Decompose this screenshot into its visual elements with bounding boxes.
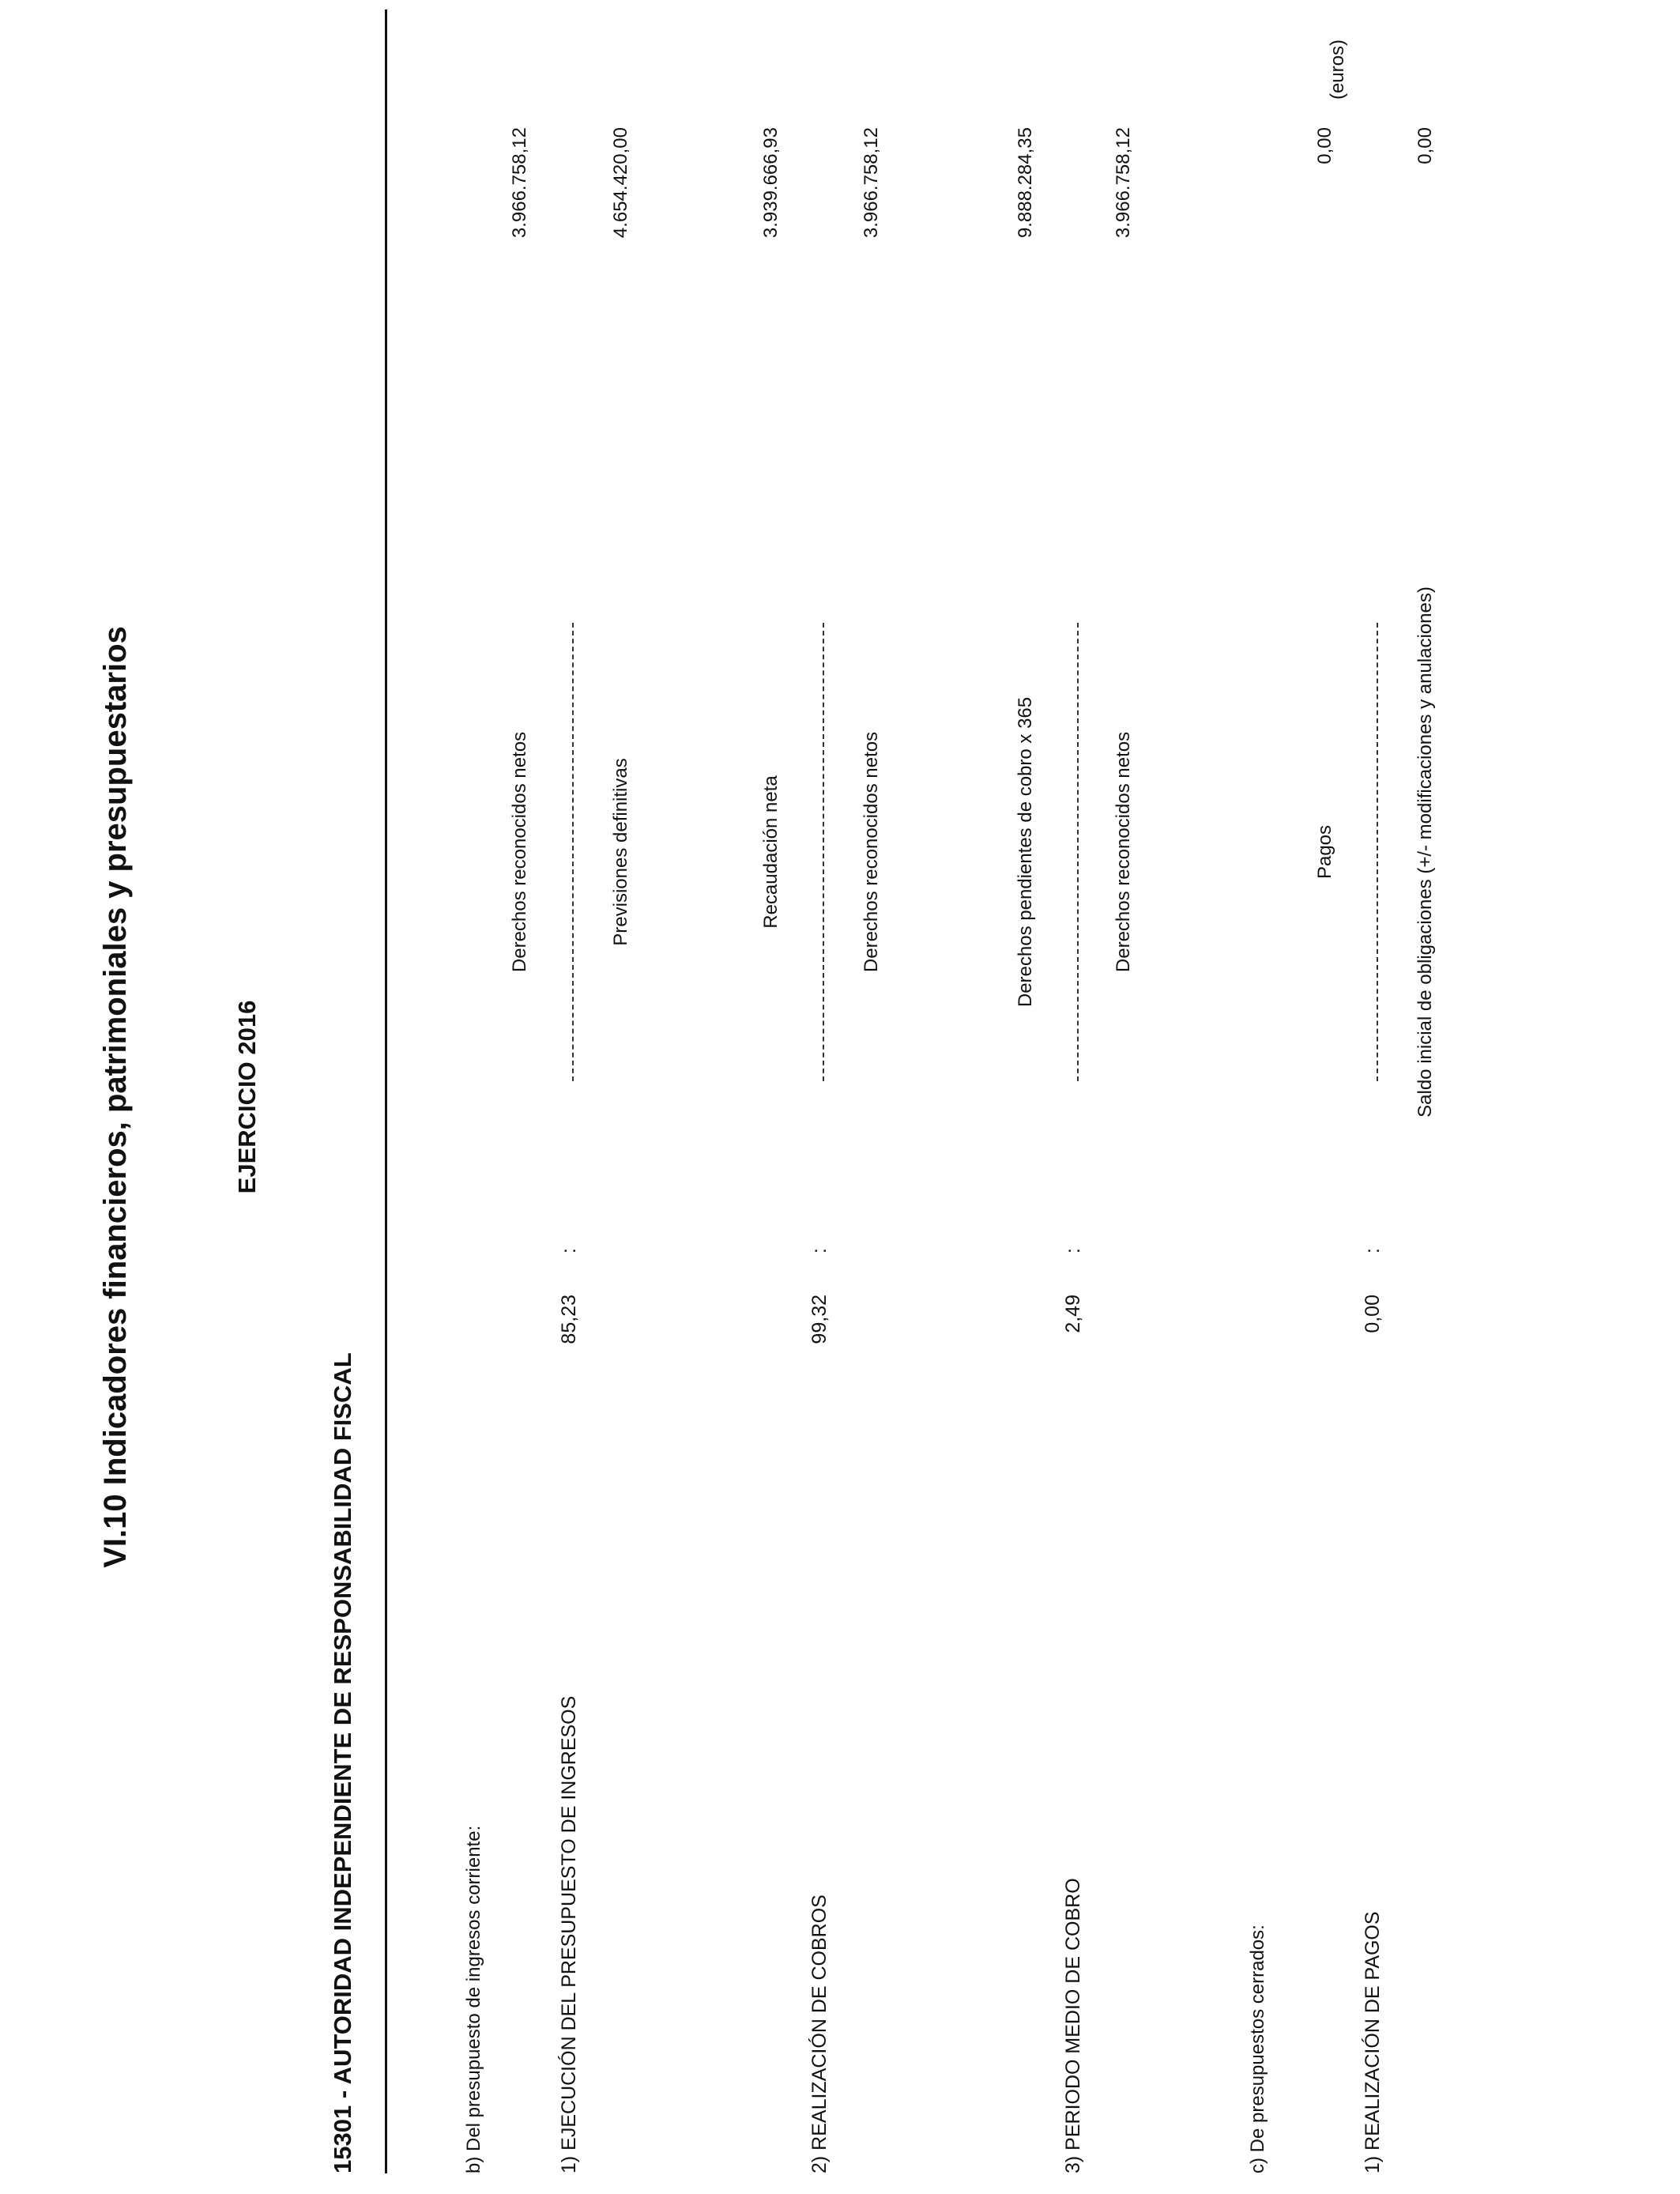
currency-note: (euros) [1327,40,1348,100]
indicator-numerator: Derechos reconocidos netos [509,731,530,973]
indicator-colon: : [808,1248,831,1253]
numerator-amount: 3.966.758,12 [509,127,530,239]
indicator-colon: : [1062,1248,1084,1253]
indicator-numerator: Derechos pendientes de cobro x 365 [1015,696,1036,1008]
indicator-numerator: Recaudación neta [760,775,782,929]
entity-heading: 15301 - AUTORIDAD INDEPENDIENTE DE RESPONSABILIDAD FISCAL [329,1352,356,2173]
indicator-value: 0,00 [1362,1295,1384,1333]
fraction-line [1077,623,1079,1081]
fraction-line [823,623,824,1081]
denominator-amount: 3.966.758,12 [861,127,882,239]
fraction-line [572,623,574,1081]
numerator-amount: 3.939.666,93 [760,127,782,239]
denominator-amount: 0,00 [1414,127,1436,164]
denominator-amount: 3.966.758,12 [1113,127,1134,239]
fraction-line [1377,623,1378,1081]
indicator-denominator: Derechos reconocidos netos [861,731,882,973]
indicator-colon: : [558,1248,580,1253]
indicator-value: 2,49 [1062,1295,1084,1333]
indicator-value: 85,23 [558,1295,580,1344]
header-rule [385,9,387,2173]
indicator-value: 99,32 [808,1295,831,1344]
denominator-amount: 4.654.420,00 [610,127,631,239]
indicator-denominator: Derechos reconocidos netos [1113,731,1134,973]
indicator-name: 2) REALIZACIÓN DE COBROS [808,1894,831,2173]
indicator-denominator: Saldo inicial de obligaciones (+/- modificaciones y anulaciones) [1414,586,1436,1118]
indicator-name: 1) EJECUCIÓN DEL PRESUPUESTO DE INGRESOS [558,1695,580,2173]
fiscal-year: EJERCICIO 2016 [233,1000,261,1194]
indicator-colon: : [1362,1248,1384,1253]
page-title: VI.10 Indicadores financieros, patrimoniales y presupuestarios [98,626,133,1568]
section-closed-budgets: c) De presupuestos cerrados: [1247,1924,1268,2173]
indicator-name: 1) REALIZACIÓN DE PAGOS [1362,1911,1384,2173]
numerator-amount: 9.888.284,35 [1015,127,1036,239]
indicator-numerator: Pagos [1314,824,1335,880]
indicator-name: 3) PERIODO MEDIO DE COBRO [1062,1878,1084,2173]
section-current-budget: b) Del presupuesto de ingresos corriente: [463,1825,484,2173]
numerator-amount: 0,00 [1314,127,1335,164]
indicator-denominator: Previsiones definitivas [610,758,631,946]
